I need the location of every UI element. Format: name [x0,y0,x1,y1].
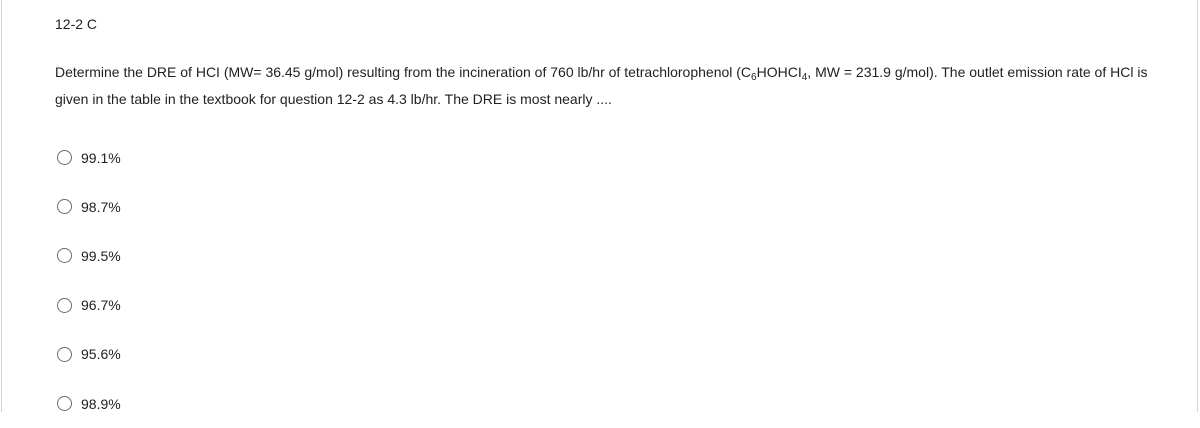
question-text [55,59,1165,112]
answer-option[interactable] [57,281,121,330]
answer-option-label: 99.5% [81,247,121,264]
answer-options [57,133,121,428]
radio-button-icon[interactable] [57,298,72,313]
question-text-part1: Determine the DRE of HCI (MW= 36.45 g/mol) resulting from the incineration of 760 lb/hr of tetrachlorophenol (C [55,64,752,80]
question-card [1,0,1198,412]
answer-option[interactable] [57,330,121,379]
answer-option[interactable] [57,133,121,182]
question-text-part2: , MW = 231.9 g/mol). The outlet emission rate of HCl is given in the table in the textbook for question 12-2 as 4.3 lb/hr. The DRE is most nearly .... [55,64,1148,107]
radio-button-icon[interactable] [57,150,72,165]
answer-option-label: 98.7% [81,198,121,215]
answer-option-label: 98.9% [81,395,121,412]
formula-subscript-chlorine: 4 [801,72,808,83]
answer-option-label: 99.1% [81,149,121,166]
question-number: 12-2 C [55,16,98,32]
answer-option[interactable] [57,182,121,231]
radio-button-icon[interactable] [57,347,72,362]
answer-option[interactable] [57,379,121,428]
answer-option[interactable] [57,231,121,280]
answer-option-label: 95.6% [81,346,121,363]
answer-option-label: 96.7% [81,297,121,314]
radio-button-icon[interactable] [57,396,72,411]
formula-middle: HOHCI [756,64,802,80]
radio-button-icon[interactable] [57,248,72,263]
radio-button-icon[interactable] [57,199,72,214]
formula-subscript-carbon: 6 [751,72,757,83]
